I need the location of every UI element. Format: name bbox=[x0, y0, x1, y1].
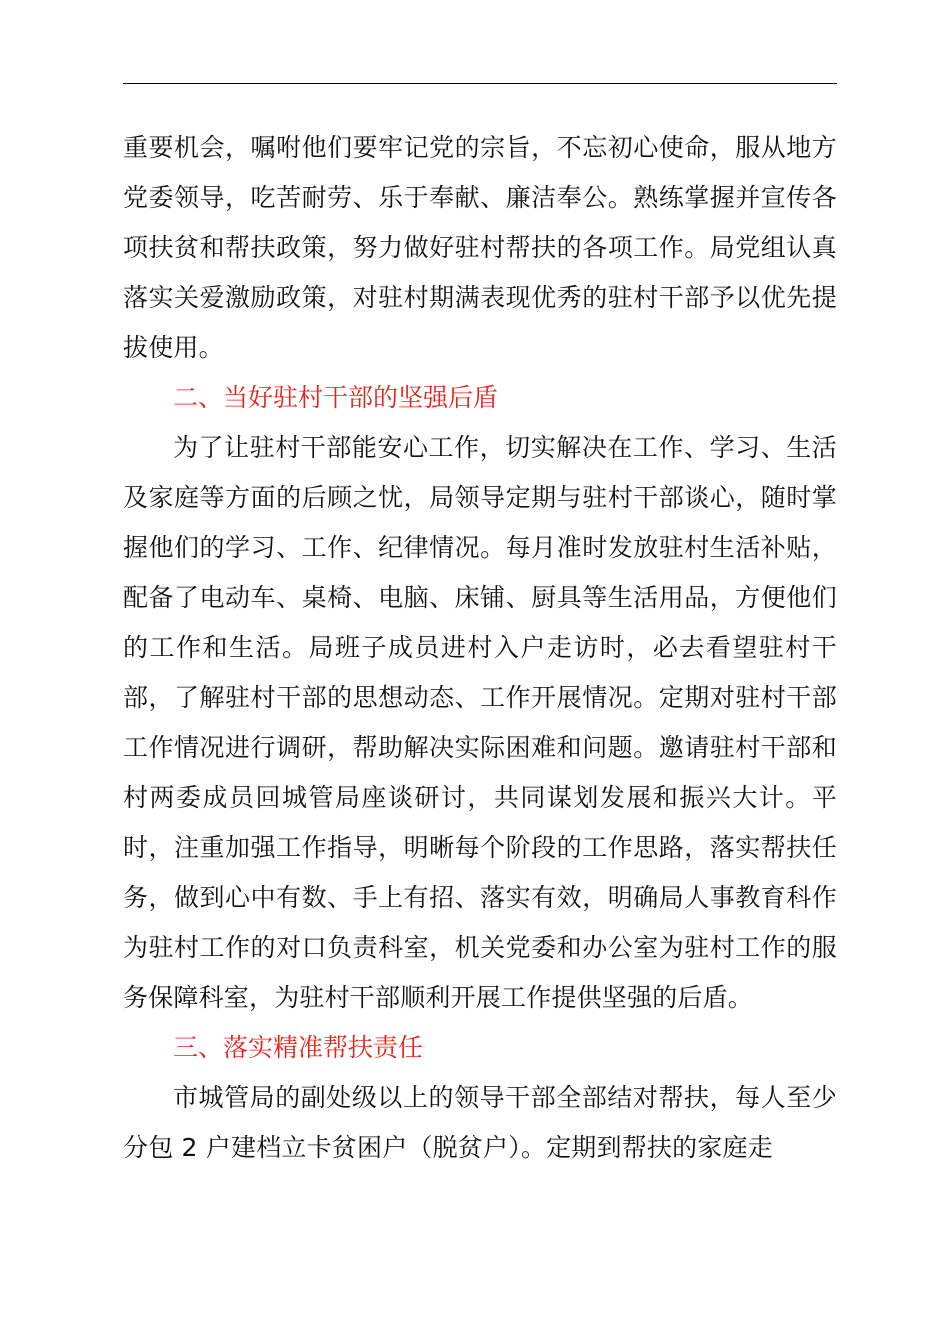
header-rule bbox=[123, 83, 837, 84]
paragraph-continued: 重要机会，嘱咐他们要牢记党的宗旨，不忘初心使命，服从地方党委领导，吃苦耐劳、乐于奉献、廉洁奉公。熟练掌握并宣传各项扶贫和帮扶政策，努力做好驻村帮扶的各项工作。局党组认真落实关爱激励政策，对驻村期满表现优秀的驻村干部予以优先提拔使用。 bbox=[123, 133, 837, 362]
section-heading-2: 二、当好驻村干部的坚强后盾 bbox=[173, 383, 499, 412]
section-heading-3: 三、落实精准帮扶责任 bbox=[173, 1033, 424, 1062]
paragraph-section-3: 市城管局的副处级以上的领导干部全部结对帮扶，每人至少分包 2 户建档立卡贫困户（脱贫户）。定期到帮扶的家庭走 bbox=[123, 1083, 837, 1162]
document-body bbox=[123, 123, 837, 1173]
paragraph-section-2: 为了让驻村干部能安心工作，切实解决在工作、学习、生活及家庭等方面的后顾之忧，局领导定期与驻村干部谈心，随时掌握他们的学习、工作、纪律情况。每月准时发放驻村生活补贴，配备了电动车、桌椅、电脑、床铺、厨具等生活用品，方便他们的工作和生活。局班子成员进村入户走访时，必去看望驻村干部，了解驻村干部的思想动态、工作开展情况。定期对驻村干部工作情况进行调研，帮助解决实际困难和问题。邀请驻村干部和村两委成员回城管局座谈研讨，共同谋划发展和振兴大计。平时，注重加强工作指导，明晰每个阶段的工作思路，落实帮扶任务，做到心中有数、手上有招、落实有效，明确局人事教育科作为驻村工作的对口负责科室，机关党委和办公室为驻村工作的服务保障科室，为驻村干部顺利开展工作提供坚强的后盾。 bbox=[123, 433, 837, 1012]
